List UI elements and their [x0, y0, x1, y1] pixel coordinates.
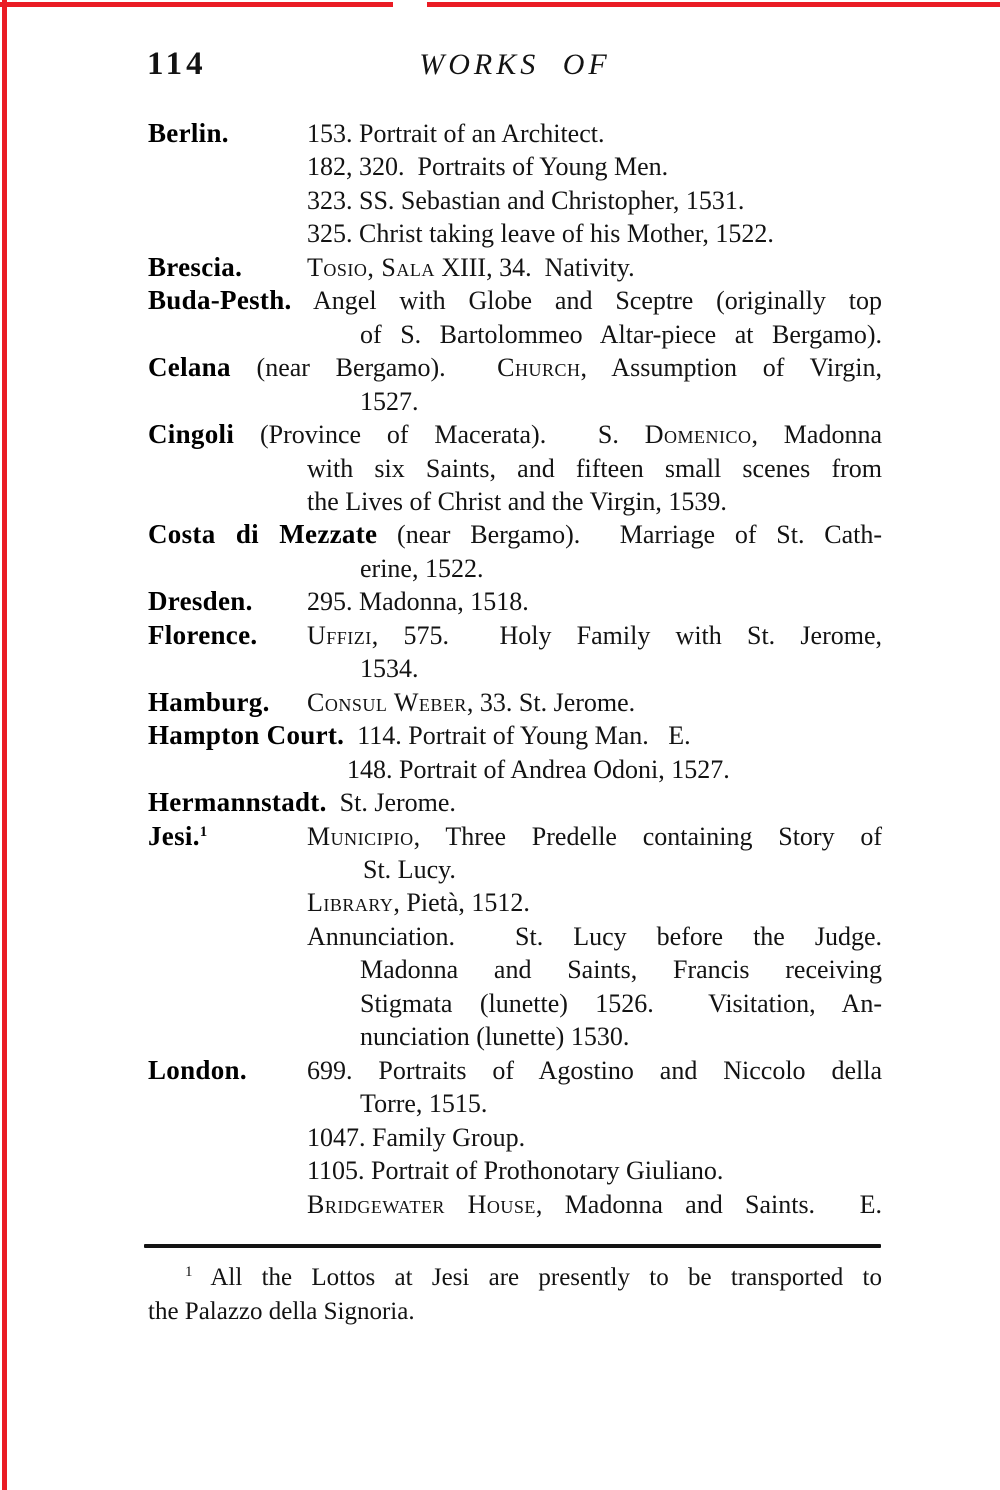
entry-text: Consul Weber — [307, 687, 467, 717]
entry-text: , 33. St. Jerome. — [466, 687, 636, 717]
catalog-line — [148, 1020, 882, 1053]
catalog-line — [148, 1121, 882, 1154]
city-name: Brescia. — [148, 251, 243, 282]
entry-text: Uffizi — [307, 620, 372, 650]
catalog-line — [148, 1087, 882, 1120]
catalog-line — [148, 820, 882, 853]
entry-text: 1047. Family Group. — [307, 1122, 526, 1152]
entry-text: 1105. Portrait of Prothonotary Giuliano. — [307, 1156, 724, 1186]
entry-text: 153. Portrait of an Architect. — [307, 119, 605, 148]
catalog-line — [148, 719, 882, 752]
city-name: London. — [148, 1054, 247, 1085]
catalog-line — [148, 1054, 882, 1087]
catalog-line — [148, 117, 882, 150]
entry-text: Domenico — [644, 420, 752, 450]
city-name: Hamburg. — [148, 686, 270, 717]
catalog-line — [148, 217, 882, 250]
footnote-line — [148, 1295, 882, 1329]
catalog-line — [148, 251, 882, 284]
entry-text: 114. Portrait of Young Man. E. — [344, 721, 691, 751]
city-name: Hampton Court. — [148, 720, 345, 751]
entry-text: 1534. — [360, 654, 419, 684]
entry-text: , Three Predelle containing Story of — [413, 821, 882, 851]
catalog-line — [148, 150, 882, 183]
scan-edge-top-line-left — [0, 2, 393, 7]
footnote — [148, 1261, 882, 1329]
entry-text: Tosio, Sala — [307, 252, 435, 282]
catalog-line — [148, 284, 882, 317]
city-name: Costa di Mezzate — [148, 519, 378, 550]
entry-text: Library — [307, 888, 394, 918]
entry-text: , Madonna and Saints. E. — [535, 1189, 883, 1219]
city-name: Cingoli — [148, 419, 235, 450]
catalog-line — [148, 652, 882, 685]
entry-text: XIII, 34. Nativity. — [434, 252, 635, 282]
catalog-line — [148, 953, 882, 986]
catalog-line — [148, 184, 882, 217]
entry-text: nunciation (lunette) 1530. — [360, 1022, 630, 1052]
entry-text: Torre, 1515. — [360, 1089, 488, 1119]
page-number: 114 — [147, 46, 207, 82]
catalog-line — [148, 886, 882, 919]
city-name: Florence. — [148, 619, 258, 650]
city-name: Buda-Pesth. — [148, 285, 292, 316]
catalog-list — [148, 117, 882, 1221]
entry-text: (near Bergamo). Marriage of St. Cath- — [377, 520, 882, 550]
catalog-line — [148, 753, 882, 786]
entry-text: , Assumption of Virgin, — [580, 353, 882, 383]
entry-text: of S. Bartolommeo Altar-piece at Bergamo). — [360, 319, 882, 349]
entry-text: Bridgewater House — [307, 1189, 536, 1219]
entry-text: All the Lottos at Jesi are presently to be transported to — [192, 1264, 882, 1291]
scan-edge-left-line — [2, 0, 7, 1490]
entry-text: 295. Madonna, 1518. — [307, 587, 529, 617]
catalog-line — [148, 385, 882, 418]
scan-edge-top-line-right — [427, 2, 1000, 7]
catalog-line — [148, 987, 882, 1020]
entry-text: 1527. — [360, 386, 419, 416]
city-name: Berlin. — [148, 118, 229, 148]
entry-text: Madonna and Saints, Francis receiving — [360, 955, 882, 985]
catalog-line — [148, 853, 882, 886]
entry-text: 182, 320. Portraits of Young Men. — [307, 152, 669, 182]
entry-text: St. Jerome. — [326, 788, 456, 818]
catalog-line — [148, 552, 882, 585]
entry-text: Stigmata (lunette) 1526. Visitation, An- — [360, 988, 882, 1018]
entry-text: St. Lucy. — [363, 854, 456, 884]
catalog-line — [148, 418, 882, 451]
catalog-line — [148, 452, 882, 485]
city-name: Celana — [148, 352, 231, 383]
city-name: Dresden. — [148, 586, 253, 617]
entry-text: (near Bergamo). — [230, 353, 498, 383]
footnote-line — [148, 1261, 882, 1295]
entry-text: (Province of Macerata). S. — [234, 420, 645, 450]
city-name: Hermannstadt. — [148, 787, 327, 818]
entry-text: Annunciation. St. Lucy before the Judge. — [307, 921, 882, 951]
entry-text: with six Saints, and fifteen small scenes from — [307, 453, 882, 483]
entry-text: , Pietà, 1512. — [393, 888, 530, 918]
entry-text: 699. Portraits of Agostino and Niccolo della — [307, 1055, 882, 1085]
catalog-line — [148, 1188, 882, 1221]
catalog-line — [148, 920, 882, 953]
catalog-line — [148, 351, 882, 384]
entry-text: erine, 1522. — [360, 553, 484, 583]
catalog-line — [148, 1154, 882, 1187]
footnote-marker: 1 — [185, 1264, 193, 1280]
entry-text: 325. Christ taking leave of his Mother, 1522. — [307, 219, 774, 249]
entry-text: , 575. Holy Family with St. Jerome, — [371, 620, 882, 650]
entry-text: Church — [497, 353, 581, 383]
catalog-line — [148, 585, 882, 618]
entry-text: the Palazzo della Signoria. — [148, 1297, 415, 1325]
catalog-line — [148, 619, 882, 652]
footnote-separator-rule — [144, 1244, 881, 1248]
entry-text: 148. Portrait of Andrea Odoni, 1527. — [347, 754, 730, 784]
entry-text: the Lives of Christ and the Virgin, 1539. — [307, 486, 727, 516]
city-name: Jesi.$^1$ — [148, 820, 208, 851]
entry-text: , Madonna — [751, 420, 882, 450]
catalog-line — [148, 786, 882, 819]
entry-text: 323. SS. Sebastian and Christopher, 1531. — [307, 185, 745, 215]
catalog-line — [148, 318, 882, 351]
entry-text: Municipio — [307, 821, 414, 851]
footnote-marker: 1 — [199, 823, 208, 840]
catalog-line — [148, 686, 882, 719]
catalog-line — [148, 518, 882, 551]
entry-text: Angel with Globe and Sceptre (originally top — [291, 286, 882, 316]
catalog-line — [148, 485, 882, 518]
running-header: WORKS OF — [419, 48, 611, 81]
